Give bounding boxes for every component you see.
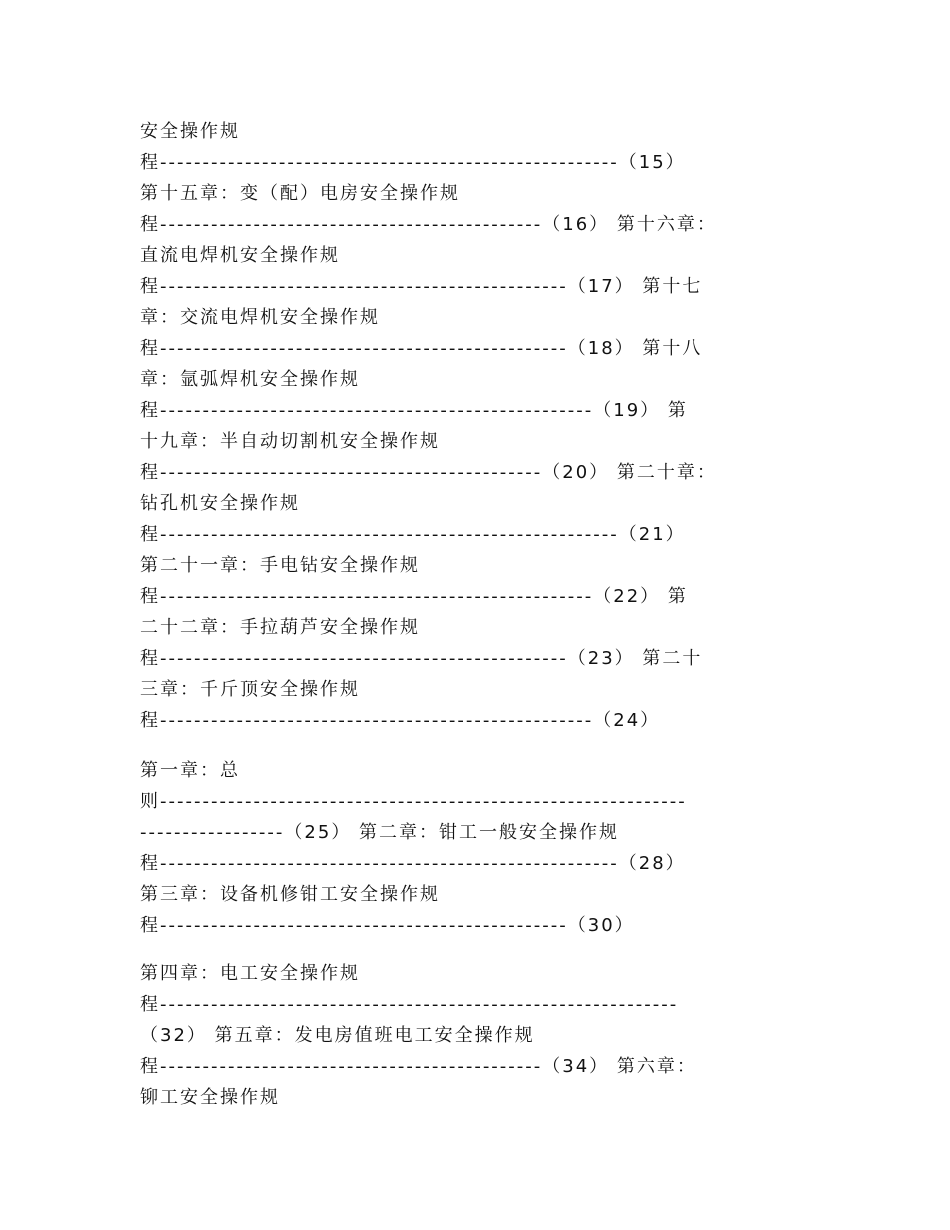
toc-line: 程------------------------------------------------（18） 第十八	[140, 338, 703, 359]
toc-line: 章：氩弧焊机安全操作规	[140, 369, 360, 390]
toc-line: 十九章：半自动切割机安全操作规	[140, 431, 440, 452]
toc-line: 二十二章：手拉葫芦安全操作规	[140, 617, 420, 638]
toc-line: -----------------（25） 第二章：钳工一般安全操作规	[140, 822, 620, 843]
toc-line: 第四章：电工安全操作规	[140, 963, 360, 984]
toc-line: 则--------------------------------------------------------------	[140, 791, 687, 812]
toc-line: （32） 第五章：发电房值班电工安全操作规	[140, 1025, 535, 1046]
toc-line: 钻孔机安全操作规	[140, 493, 300, 514]
toc-line: 章：交流电焊机安全操作规	[140, 307, 380, 328]
toc-line: 程---------------------------------------------------（24）	[140, 710, 661, 731]
toc-line: 三章：千斤顶安全操作规	[140, 679, 360, 700]
toc-line: 第十五章：变（配）电房安全操作规	[140, 183, 460, 204]
toc-line: 第三章：设备机修钳工安全操作规	[140, 884, 440, 905]
toc-line: 程------------------------------------------------（23） 第二十	[140, 648, 703, 669]
toc-line: 程------------------------------------------------（30）	[140, 915, 635, 936]
toc-line: 铆工安全操作规	[140, 1087, 280, 1108]
toc-line: 程---------------------------------------------------（22） 第	[140, 586, 688, 607]
toc-line: 程------------------------------------------------（17） 第十七	[140, 276, 703, 297]
toc-line: 程------------------------------------------------------（15）	[140, 152, 686, 173]
toc-block-2	[140, 755, 830, 941]
toc-block-3	[140, 958, 830, 1113]
toc-line: 安全操作规	[140, 121, 240, 142]
toc-line: 程-------------------------------------------------------------	[140, 994, 679, 1015]
toc-line: 程---------------------------------------------（16） 第十六章：	[140, 214, 717, 235]
toc-line: 直流电焊机安全操作规	[140, 245, 340, 266]
toc-line: 程---------------------------------------------（20） 第二十章：	[140, 462, 717, 483]
toc-line: 程---------------------------------------------（34） 第六章：	[140, 1056, 697, 1077]
toc-block-1	[140, 116, 830, 736]
toc-line: 程------------------------------------------------------（28）	[140, 853, 686, 874]
toc-line: 程------------------------------------------------------（21）	[140, 524, 686, 545]
toc-line: 第二十一章：手电钻安全操作规	[140, 555, 420, 576]
toc-line: 程---------------------------------------------------（19） 第	[140, 400, 688, 421]
toc-line: 第一章：总	[140, 760, 240, 781]
